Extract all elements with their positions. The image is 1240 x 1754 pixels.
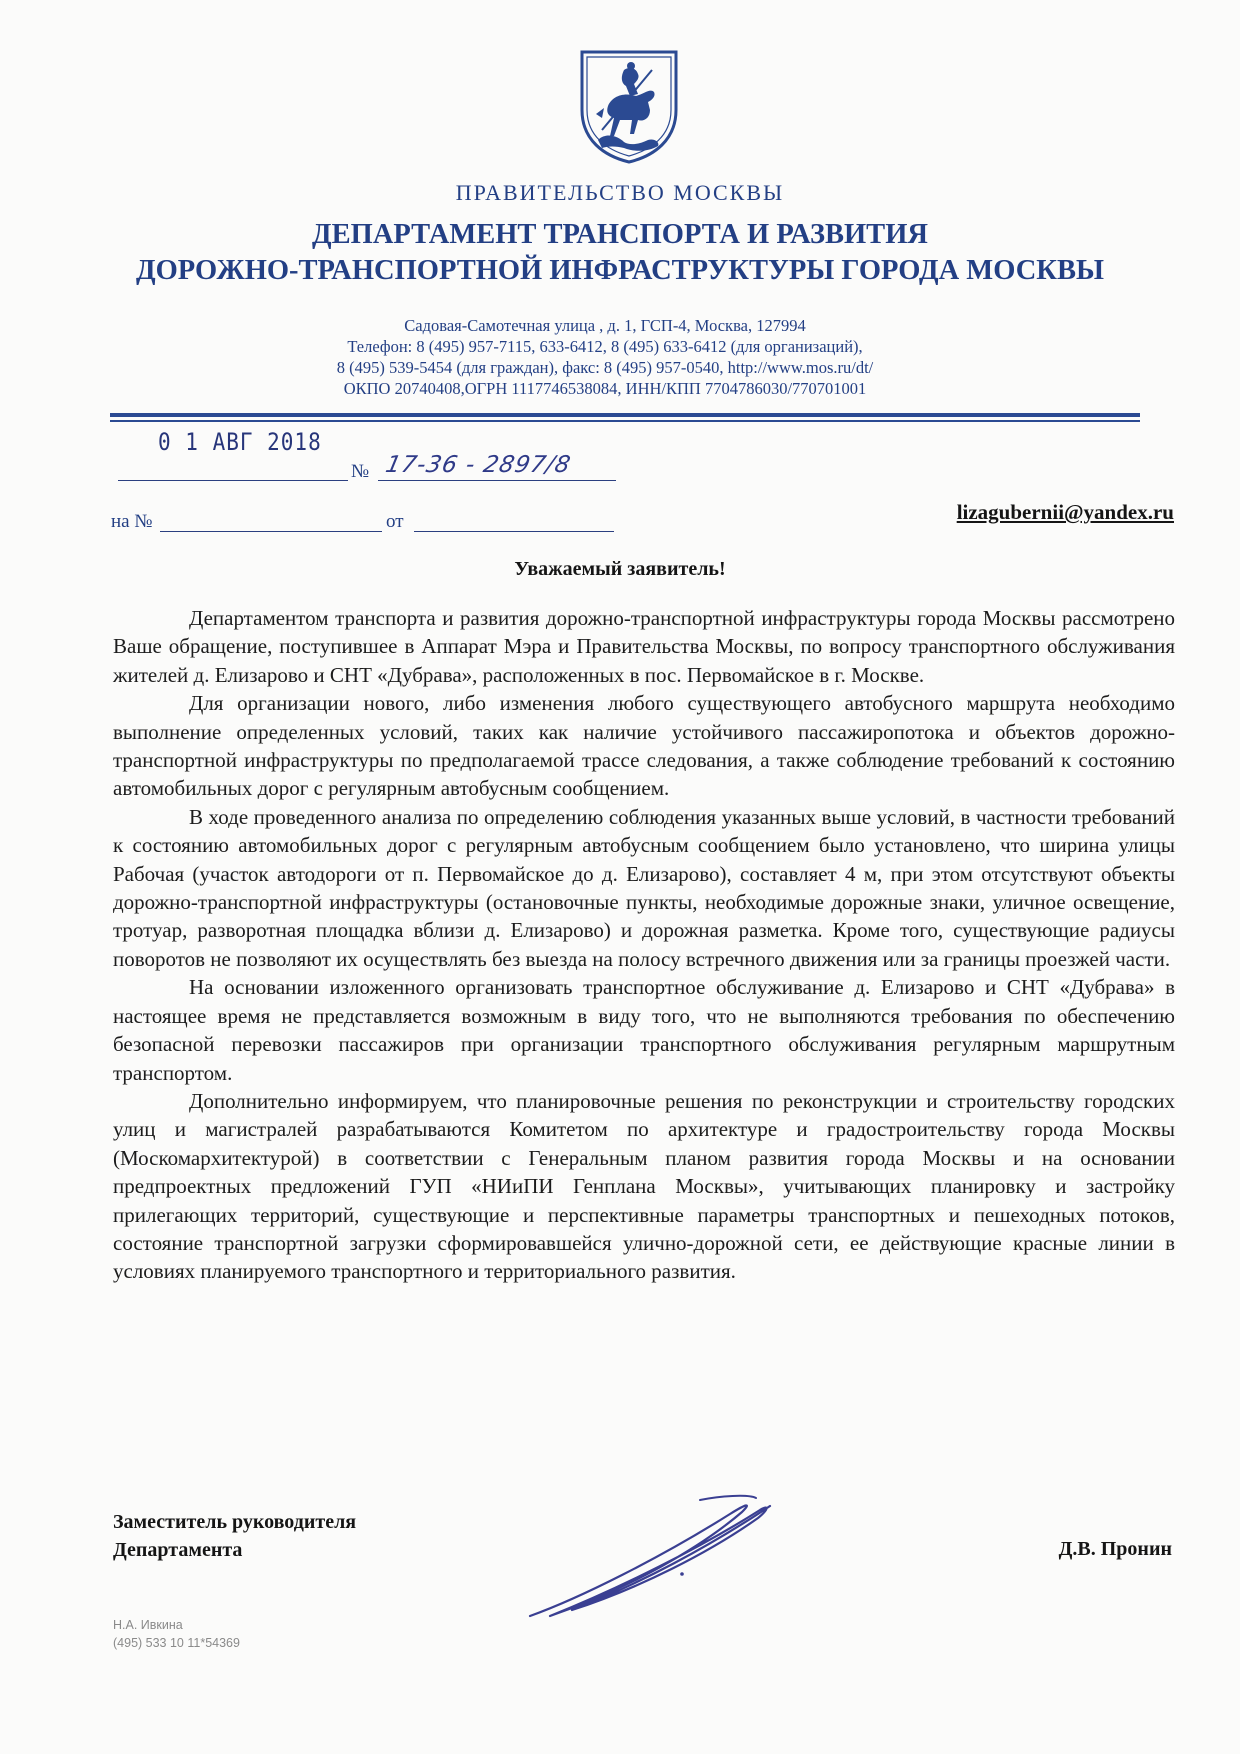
signatory-title — [113, 1508, 356, 1564]
number-label: № — [351, 461, 370, 482]
recipient-email: lizagubernii@yandex.ru — [956, 500, 1174, 524]
date-stamp: 0 1 АВГ 2018 — [158, 428, 322, 456]
from-underline — [414, 531, 614, 532]
handwritten-reg-number: 17-36 - 2897/8 — [383, 452, 574, 478]
address-line: Садовая-Самотечная улица , д. 1, ГСП-4, Москва, 127994 — [404, 316, 806, 335]
executor-name: Н.А. Ивкина — [113, 1618, 183, 1632]
signatory-name: Д.В. Пронин — [1058, 1538, 1172, 1560]
signatory-title-line1: Заместитель руководителя — [113, 1511, 357, 1533]
date-underline — [118, 480, 348, 481]
letterhead-rule-thick — [110, 413, 1140, 417]
reference-underline — [160, 531, 382, 532]
department-name-line2: ДОРОЖНО-ТРАНСПОРТНОЙ ИНФРАСТРУКТУРЫ ГОРОДА МОСКВЫ — [136, 255, 1104, 286]
greeting: Уважаемый заявитель! — [514, 558, 726, 580]
paragraph: Департаментом транспорта и развития дорожно-транспортной инфраструктуры города Москвы рассмотрено Ваше обращение, поступившее в Аппарат Мэра и Правительства Москвы, по вопросу транспортного обслуживания жителей д. Елизарово и СНТ «Дубрава», расположенных в пос. Первомайское в г. Москве. — [113, 606, 1175, 687]
paragraph: На основании изложенного организовать транспортное обслуживание д. Елизарово и СНТ «Дубрава» в настоящее время не представляется возможным в виду того, что не выполняются требования по обеспечению безопасной перевозки пассажиров при организации транспортного обслуживания регулярным маршрутным транспортом. — [113, 975, 1175, 1085]
executor-phone: (495) 533 10 11*54369 — [113, 1636, 240, 1650]
handwritten-signature-icon — [520, 1488, 820, 1628]
paragraph: Дополнительно информируем, что планировочные решения по реконструкции и строительству городских улиц и магистралей разрабатываются Комитетом по архитектуре и градостроительству города Москвы (Москомархитектурой) в соответствии с Генеральным планом развития города Москвы и на основании предпроектных предложений ГУП «НИиПИ Генплана Москвы», учитывающих планировку и застройку прилегающих территорий, существующие и перспективные параметры транспортных и пешеходных потоков, состояние транспортной загрузки сформировавшейся улично-дорожной сети, ее действующие красные линии в условиях планируемого транспортного и территориального развития. — [113, 1088, 1175, 1284]
registry-codes-line: ОКПО 20740408,ОГРН 1117746538084, ИНН/КПП 7704786030/770701001 — [343, 379, 867, 398]
phone-line: Телефон: 8 (495) 957-7115, 633-6412, 8 (495) 633-6412 (для организаций), — [347, 337, 863, 356]
paragraph: В ходе проведенного анализа по определению соблюдения указанных выше условий, в частности требований к состоянию автомобильных дорог с регулярным автобусным сообщением было установлено, что ширина улицы Рабочая (участок автодороги от п. Первомайское до д. Елизарово), составляет 4 м, при этом отсутствуют объекты дорожно-транспортной инфраструктуры (остановочные пункты, необходимые дорожные знаки, уличное освещение, тротуар, разворотная площадка вблизи д. Елизарово) и дорожная разметка. Кроме того, существующие радиусы поворотов не позволяют их осуществлять без выезда на полосу встречного движения или за границы проезжей части. — [113, 804, 1175, 971]
government-name: ПРАВИТЕЛЬСТВО МОСКВЫ — [455, 180, 785, 205]
moscow-coat-of-arms-icon — [578, 48, 680, 164]
executor-info — [113, 1616, 240, 1652]
from-label: от — [386, 511, 404, 532]
reference-label: на № — [111, 511, 153, 532]
letterhead-rule-thin — [110, 420, 1140, 422]
number-underline — [378, 480, 616, 481]
department-name-line1: ДЕПАРТАМЕНТ ТРАНСПОРТА И РАЗВИТИЯ — [312, 219, 928, 250]
signatory-title-line2: Департамента — [113, 1539, 243, 1561]
letter-body — [113, 604, 1175, 1286]
paragraph: Для организации нового, либо изменения любого существующего автобусного маршрута необходимо выполнение определенных условий, таких как наличие устойчивого пассажиропотока и объектов дорожно-транспортной инфраструктуры по предполагаемой трассе следования, а также соблюдение требований к состоянию автомобильных дорог с регулярным автобусным сообщением. — [113, 691, 1175, 801]
fax-web-line: 8 (495) 539-5454 (для граждан), факс: 8 (495) 957-0540, http://www.mos.ru/dt/ — [336, 358, 874, 377]
